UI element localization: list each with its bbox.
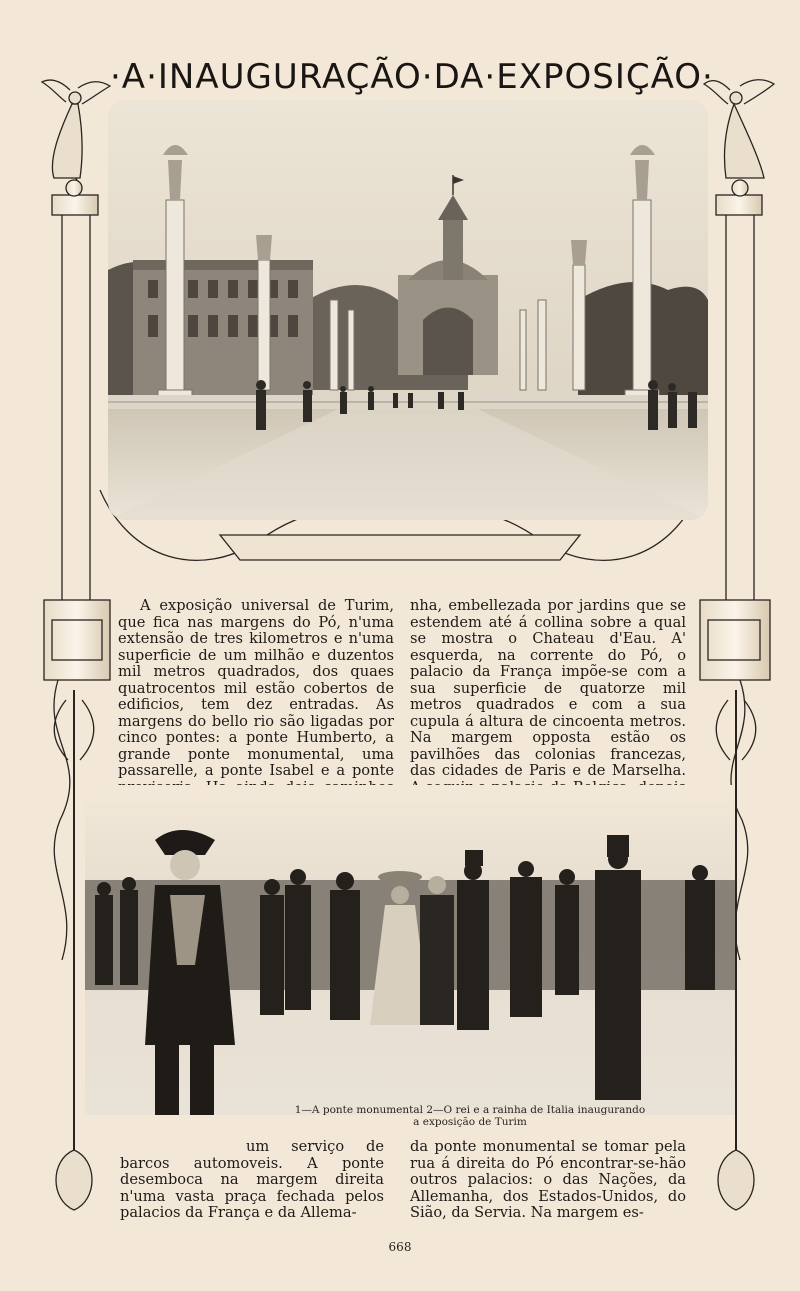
article-column-right-bottom bbox=[410, 1139, 686, 1222]
article-column-left-top bbox=[118, 598, 394, 813]
article-paragraph: um serviço de barcos automoveis. A ponte desemboca na margem direita n'uma vasta praça fechada pelos palacios da França e da Allema- bbox=[120, 1138, 384, 1221]
page-title: ·A·INAUGURAÇÃO·DA·EXPOSIÇÃO· bbox=[110, 57, 714, 97]
photo-caption bbox=[280, 1104, 660, 1128]
caption-line: 1—A ponte monumental 2—O rei e a rainha de Italia inaugurando bbox=[294, 1104, 646, 1116]
article-column-left-bottom bbox=[120, 1139, 384, 1222]
page-number: 668 bbox=[388, 1240, 412, 1254]
royal-procession-photograph bbox=[85, 785, 735, 1115]
bridge-photograph bbox=[108, 100, 708, 520]
article-paragraph: da ponte monumental se tomar pela rua á direita do Pó encontrar-se-hão outros palacios: o das Nações, da Allemanha, dos Estados-Unidos, do Sião, da Servia. Na margem es- bbox=[410, 1138, 686, 1221]
article-paragraph: A exposição universal de Turim, que fica nas margens do Pó, n'uma extensão de tres kilometros e n'uma superficie de um milhão e duzentos mil metros quadrados, dos quaes quatrocentos mil estão cobertos de edificios, tem dez entradas. As margens do bello rio são ligadas por cinco pontes: a ponte Humberto, a grande ponte monumental, uma passarelle, a ponte Isabel e a ponte bbox=[118, 597, 394, 779]
article-paragraph: nha, embellezada por jardins que se estendem até á collina sobre a qual se mostra o Chateau d'Eau. A' esquerda, na corrente do Pó, o palacio da França impõe-se com a sua superficie de quatorze mil metros quadrados e com a sua cupula á altura de cincoenta metros. Na margem opposta estão os pavilhões das colonias francezas, das cidades de Paris e de Marselha. bbox=[410, 597, 686, 779]
caption-line: a exposição de Turim bbox=[413, 1116, 527, 1128]
